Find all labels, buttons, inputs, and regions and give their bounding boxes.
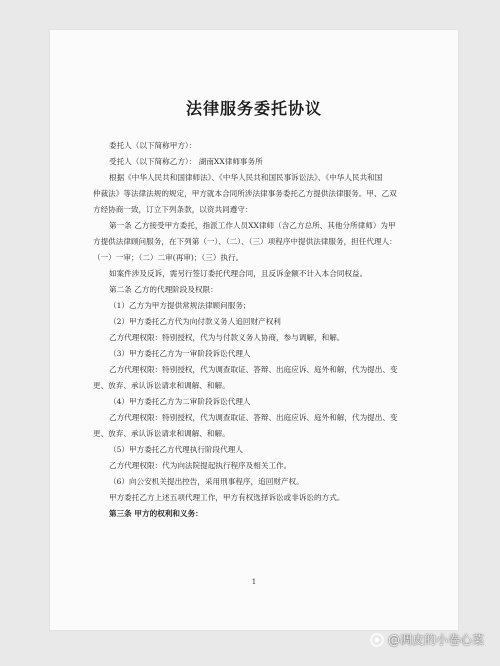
document-page (50, 30, 458, 630)
page-number: 1 (251, 578, 257, 586)
document-line: 乙方代理权限：代为向法院提起执行程序及相关工作。 (109, 461, 292, 470)
document-line: 乙方代理权限：特别授权，代为与付款义务人协商，参与调解，和解。 (109, 333, 345, 342)
document-line: 更、放弃、承认诉讼请求和调解、和解。 (93, 429, 230, 438)
document-line: （6）向公安机关提出控告，采用刑事程序，追回财产权。 (109, 477, 304, 486)
document-line: 乙方代理权限：特别授权，代为调查取证、答辩、出庭应诉、庭外和解，代为提出、变 (109, 413, 398, 422)
document-line: 根据《中华人民共和国律师法》、《中华人民共和国民事诉讼法》、《中华人民共和国 (109, 173, 383, 182)
document-line: 如案件涉及反诉，需另行签订委托代理合同，且反诉金额不计入本合同权益。 (109, 269, 368, 278)
document-line: 受托人（以下简称乙方）： 湖南XX律师事务所 (109, 157, 263, 166)
document-line: （2）甲方委托乙方代为向付款义务人追回财产权利 (109, 317, 281, 326)
document-line: （3）甲方委托乙方为一审阶段诉讼代理人 (109, 349, 251, 358)
document-body (93, 138, 423, 522)
document-line: 更、放弃、承认诉讼请求和调解、和解。 (93, 381, 230, 390)
watermark (370, 631, 484, 648)
document-line: 甲方委托乙方上述五项代理工作，甲方有权选择诉讼或非诉讼的方式。 (109, 493, 345, 502)
document-line: 第三条 甲方的权利和义务： (109, 509, 203, 518)
document-line: 第二条 乙方的代理阶段及权限： (109, 285, 218, 294)
document-line: 委托人（以下简称甲方）： (109, 141, 197, 150)
document-line: 仲裁法》等法律法规的规定，甲方就本合同所涉法律事务委托乙方提供法律服务。甲、乙双 (93, 189, 397, 198)
watermark-text: @凋皮的小卷心菜 (387, 633, 484, 647)
document-line: （4）甲方委托乙方为二审阶段诉讼代理人 (109, 397, 251, 406)
document-title: 法律服务委托协议 (185, 99, 322, 118)
document-line: 第一条 乙方接受甲方委托，指派工作人员XX律师（含乙方总所、其他分所律师）为甲 (109, 221, 396, 230)
platform-logo-icon (370, 633, 384, 647)
document-line: 乙方代理权限：特别授权，代为调查取证、答辩、出庭应诉、庭外和解，代为提出、变 (109, 365, 398, 374)
document-line: 方提供法律顾问服务，在下列第（一）、（二）、（三）项程序中提供法律服务，担任代理人： (93, 237, 397, 246)
document-line: （1）乙方为甲方提供常规法律顾问服务； (109, 301, 251, 310)
document-line: 方经协商一致，订立下列条款，以资共同遵守： (93, 205, 253, 214)
document-line: （一）一审；（二）二审(再审)；（三）执行。 (93, 253, 244, 262)
document-line: （5）甲方委托乙方代理执行阶段代理人 (109, 445, 243, 454)
